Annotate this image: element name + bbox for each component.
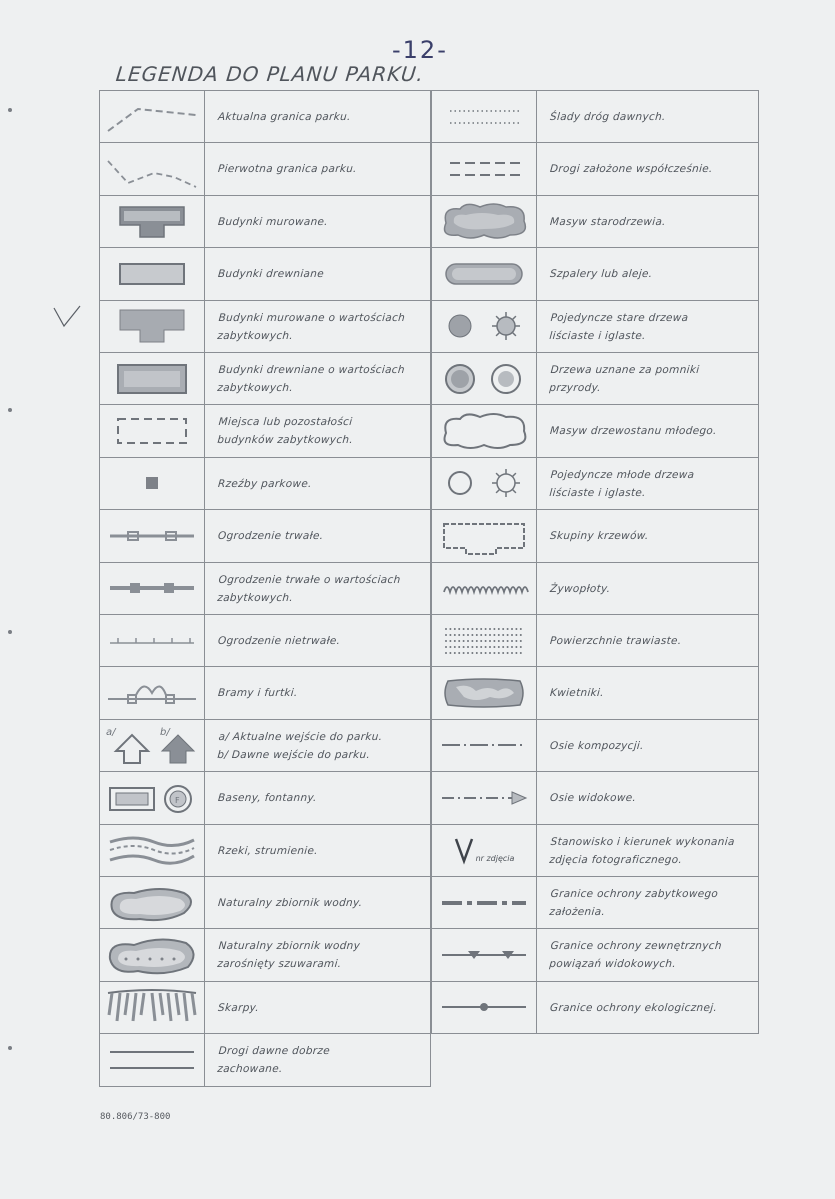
page-number: -12-: [392, 36, 448, 64]
legend-row: [99, 719, 431, 772]
single-old-trees-icon: [432, 301, 537, 352]
legend-row: [431, 142, 759, 195]
legend-label: Osie widokowe.: [549, 791, 637, 804]
zigzag-dashed-line-icon: [100, 143, 205, 194]
legend-label: Pierwotna granica parku.: [217, 163, 358, 176]
binder-hole: [8, 630, 12, 634]
escarpment-icon: [100, 982, 205, 1033]
legend-row: [99, 457, 431, 510]
photo-point-icon: [432, 825, 537, 876]
legend-label: Granice ochrony zewnętrznych powiązań widokowych.: [548, 940, 723, 971]
legend-label: Miejsca lub pozostałości budynków zabytkowych.: [216, 416, 354, 447]
heritage-protection-border-icon: [432, 877, 537, 928]
legend-label: Masyw drzewostanu młodego.: [549, 425, 718, 438]
natural-pond-icon: [100, 877, 205, 928]
legend-label: Granice ochrony zabytkowego założenia.: [548, 887, 719, 918]
legend-label: Budynki drewniane: [217, 267, 325, 280]
legend-row: [99, 614, 431, 667]
legend-row: [99, 876, 431, 929]
legend-label: Budynki murowane o wartościach zabytkowych.: [216, 311, 406, 342]
legend-row: [431, 90, 759, 143]
legend-label: Budynki drewniane o wartościach zabytkowych.: [216, 363, 406, 394]
legend-label: Pojedyncze stare drzewa liściaste i iglaste.: [548, 311, 689, 342]
legend-label: Powierzchnie trawiaste.: [549, 634, 682, 647]
legend-row: [99, 352, 431, 405]
legend-label: Kwietniki.: [549, 687, 605, 700]
legend-row: [431, 300, 759, 353]
legend-label: Pojedyncze młode drzewa liściaste i iglaste.: [548, 468, 695, 499]
legend-label: a/ Aktualne wejście do parku. b/ Dawne wejście do parku.: [216, 730, 383, 761]
legend-label: Masyw starodrzewia.: [549, 215, 667, 228]
historic-wooden-building-icon: [100, 353, 205, 404]
view-protection-border-icon: [432, 929, 537, 980]
dotted-lines-icon: [432, 91, 537, 142]
single-young-trees-icon: [432, 458, 537, 509]
nature-monument-trees-icon: [432, 353, 537, 404]
legend-label: Bramy i furtki.: [217, 687, 299, 700]
legend-label: Skupiny krzewów.: [549, 529, 650, 542]
rectangle-building-icon: [100, 248, 205, 299]
legend-row: [431, 562, 759, 615]
legend-row: [431, 247, 759, 300]
legend-table: [99, 90, 759, 1086]
legend-row: [99, 824, 431, 877]
gate-icon: [100, 667, 205, 718]
tree-row-icon: [432, 248, 537, 299]
legend-row: [431, 771, 759, 824]
legend-row: [99, 142, 431, 195]
small-square-icon: [100, 458, 205, 509]
svg-text:F: F: [175, 795, 180, 805]
old-tree-mass-icon: [432, 196, 537, 247]
legend-row: [99, 666, 431, 719]
legend-label: Drogi założone współcześnie.: [549, 163, 714, 176]
legend-label: Ogrodzenie trwałe o wartościach zabytkowych.: [216, 573, 401, 604]
legend-label: Żywopłoty.: [549, 582, 611, 595]
binder-hole: [8, 408, 12, 412]
river-icon: [100, 825, 205, 876]
legend-row: [99, 404, 431, 457]
composition-axis-icon: [432, 720, 537, 771]
legend-row: [431, 457, 759, 510]
legend-label: Rzeki, strumienie.: [217, 844, 319, 857]
legend-row: [431, 509, 759, 562]
legend-row: [431, 719, 759, 772]
legend-label: Naturalny zbiornik wodny zarośnięty szuwarami.: [216, 940, 361, 971]
legend-row: [99, 981, 431, 1034]
entrance-arrows-icon: [100, 720, 205, 771]
ecological-protection-border-icon: [432, 982, 537, 1033]
fence-temporary-icon: [100, 615, 205, 666]
t-shaped-building-icon: [100, 196, 205, 247]
legend-row: [431, 928, 759, 981]
legend-label: Szpalery lub aleje.: [549, 267, 653, 280]
legend-row: [431, 352, 759, 405]
pool-fountain-icon: [100, 772, 205, 823]
binder-hole: [8, 1046, 12, 1050]
legend-row: [431, 824, 759, 877]
legend-label: Ogrodzenie nietrwałe.: [217, 634, 341, 647]
svg-text:a/: a/: [106, 727, 116, 739]
lawn-icon: [432, 615, 537, 666]
old-roads-icon: [100, 1034, 205, 1085]
legend-label: Baseny, fontanny.: [217, 791, 318, 804]
legend-label: Rzeźby parkowe.: [217, 477, 313, 490]
shrub-group-icon: [432, 510, 537, 561]
view-axis-icon: [432, 772, 537, 823]
legend-row: [99, 195, 431, 248]
legend-label: Aktualna granica parku.: [217, 110, 352, 123]
svg-text:b/: b/: [160, 727, 170, 739]
historic-masonry-building-icon: [100, 301, 205, 352]
dashed-rectangle-icon: [100, 405, 205, 456]
legend-label: Naturalny zbiornik wodny.: [217, 896, 363, 909]
legend-label: Ślady dróg dawnych.: [549, 110, 667, 123]
legend-label: Granice ochrony ekologicznej.: [549, 1001, 718, 1014]
legend-row: [99, 509, 431, 562]
dashed-double-line-icon: [432, 143, 537, 194]
young-tree-mass-icon: [432, 405, 537, 456]
legend-label: Drzewa uznane za pomniki przyrody.: [548, 363, 700, 394]
legend-row: [431, 195, 759, 248]
overgrown-pond-icon: [100, 929, 205, 980]
page-title: LEGENDA DO PLANU PARKU.: [114, 62, 426, 86]
legend-row: [99, 928, 431, 981]
legend-row: [99, 562, 431, 615]
legend-row: [99, 247, 431, 300]
legend-row: [99, 771, 431, 824]
legend-label: Budynki murowane.: [217, 215, 329, 228]
photo-direction-icon: [454, 837, 474, 863]
flowerbed-icon: [432, 667, 537, 718]
legend-row: [431, 666, 759, 719]
legend-label: Stanowisko i kierunek wykonania zdjęcia fotograficznego.: [548, 835, 736, 866]
binder-hole: [8, 108, 12, 112]
photo-number-label: nr zdjęcia: [475, 854, 515, 864]
legend-label: Osie kompozycji.: [549, 739, 645, 752]
legend-label: Skarpy.: [217, 1001, 260, 1014]
hedge-icon: [432, 563, 537, 614]
legend-row: [431, 876, 759, 929]
legend-row: [99, 1033, 431, 1086]
legend-row: [431, 981, 759, 1034]
dashed-line-icon: [100, 91, 205, 142]
legend-label: Ogrodzenie trwałe.: [217, 529, 324, 542]
footer-code: 80.806/73-800: [100, 1112, 171, 1122]
fence-historic-icon: [100, 563, 205, 614]
fence-permanent-icon: [100, 510, 205, 561]
legend-row: [431, 614, 759, 667]
legend-row: [99, 300, 431, 353]
legend-label: Drogi dawne dobrze zachowane.: [216, 1044, 331, 1075]
legend-row: [431, 404, 759, 457]
check-mark-icon: [52, 304, 82, 328]
legend-row: [99, 90, 431, 143]
